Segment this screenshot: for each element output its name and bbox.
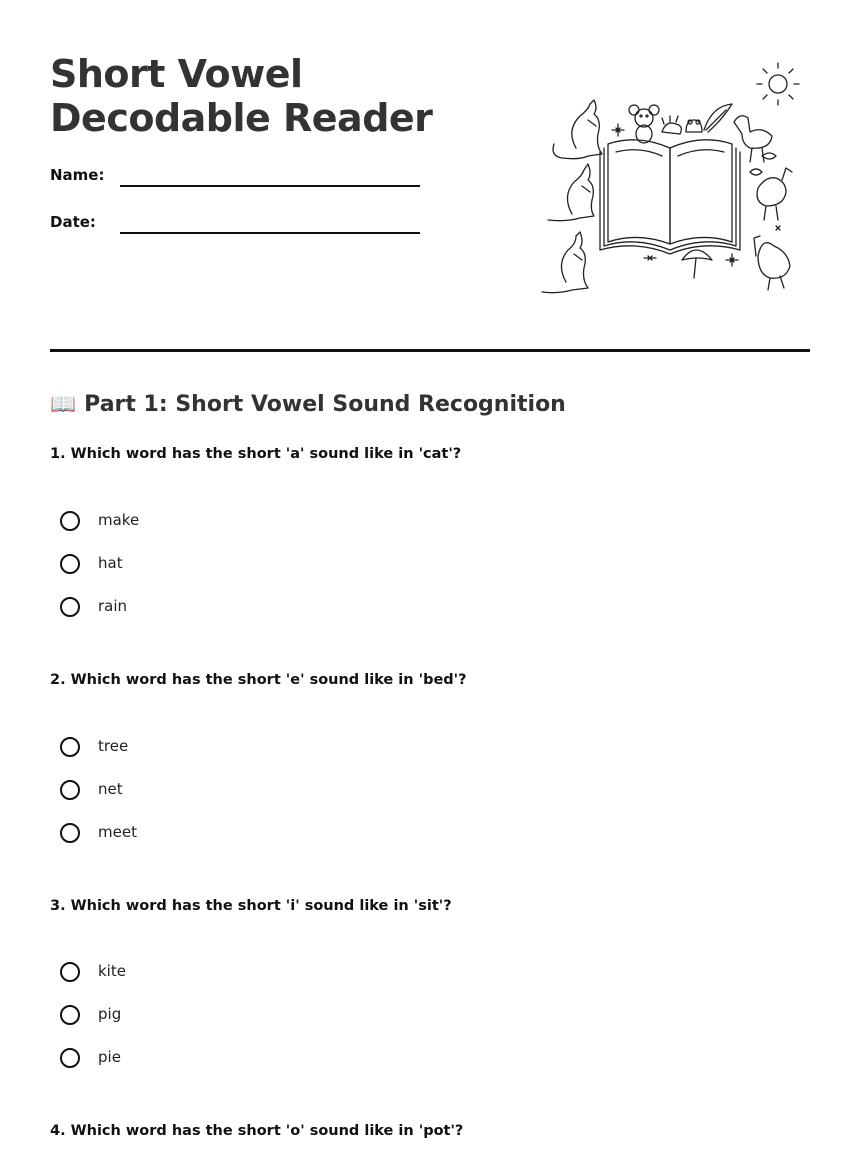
radio-button[interactable] xyxy=(60,962,80,982)
radio-button[interactable] xyxy=(60,737,80,757)
kangaroo-icon xyxy=(548,164,594,221)
option-hat[interactable] xyxy=(60,553,360,579)
koala-icon xyxy=(629,105,659,143)
page-title: Short Vowel Decodable Reader xyxy=(50,52,433,140)
question-4: 4. Which word has the short 'o' sound like in 'pot'? xyxy=(50,1123,464,1139)
echidna-icon xyxy=(662,116,681,134)
option-label: rain xyxy=(98,597,128,615)
kangaroo-icon xyxy=(542,232,588,293)
radio-button[interactable] xyxy=(60,1048,80,1068)
name-line[interactable] xyxy=(120,185,420,187)
sun-icon xyxy=(757,63,799,105)
feather-icon xyxy=(704,104,732,132)
option-label: hat xyxy=(98,554,123,572)
bird-icon xyxy=(682,250,712,278)
date-label: Date: xyxy=(50,213,96,231)
kangaroo-icon xyxy=(553,100,602,159)
option-make[interactable] xyxy=(60,510,360,536)
option-net[interactable] xyxy=(60,779,360,805)
question-3: 3. Which word has the short 'i' sound like in 'sit'? xyxy=(50,898,452,914)
question-1: 1. Which word has the short 'a' sound like in 'cat'? xyxy=(50,446,462,462)
radio-button[interactable] xyxy=(60,780,80,800)
option-label: kite xyxy=(98,962,126,980)
radio-button[interactable] xyxy=(60,597,80,617)
frog-icon xyxy=(686,120,702,132)
option-label: pig xyxy=(98,1005,122,1023)
option-label: make xyxy=(98,511,140,529)
option-label: meet xyxy=(98,823,137,841)
open-book-icon: 📖 xyxy=(50,392,77,416)
book-with-australian-animals-icon xyxy=(536,60,804,298)
option-pig[interactable] xyxy=(60,1004,360,1030)
name-field[interactable] xyxy=(50,166,430,190)
option-label: pie xyxy=(98,1048,121,1066)
emu-icon xyxy=(754,236,790,290)
emu-icon xyxy=(757,168,792,220)
date-line[interactable] xyxy=(120,232,420,234)
option-pie[interactable] xyxy=(60,1047,360,1073)
option-tree[interactable] xyxy=(60,736,360,762)
option-kite[interactable] xyxy=(60,961,360,987)
section-title-text: Part 1: Short Vowel Sound Recognition xyxy=(84,392,566,417)
section-title xyxy=(50,390,566,419)
name-label: Name: xyxy=(50,166,105,184)
option-rain[interactable] xyxy=(60,596,360,622)
option-meet[interactable] xyxy=(60,822,360,848)
option-label: tree xyxy=(98,737,129,755)
radio-button[interactable] xyxy=(60,511,80,531)
radio-button[interactable] xyxy=(60,1005,80,1025)
radio-button[interactable] xyxy=(60,554,80,574)
header-divider xyxy=(50,349,810,352)
leaf-icon xyxy=(750,153,776,175)
question-2: 2. Which word has the short 'e' sound like in 'bed'? xyxy=(50,672,467,688)
date-field[interactable] xyxy=(50,213,430,237)
open-book-icon xyxy=(600,140,740,254)
radio-button[interactable] xyxy=(60,823,80,843)
option-label: net xyxy=(98,780,123,798)
